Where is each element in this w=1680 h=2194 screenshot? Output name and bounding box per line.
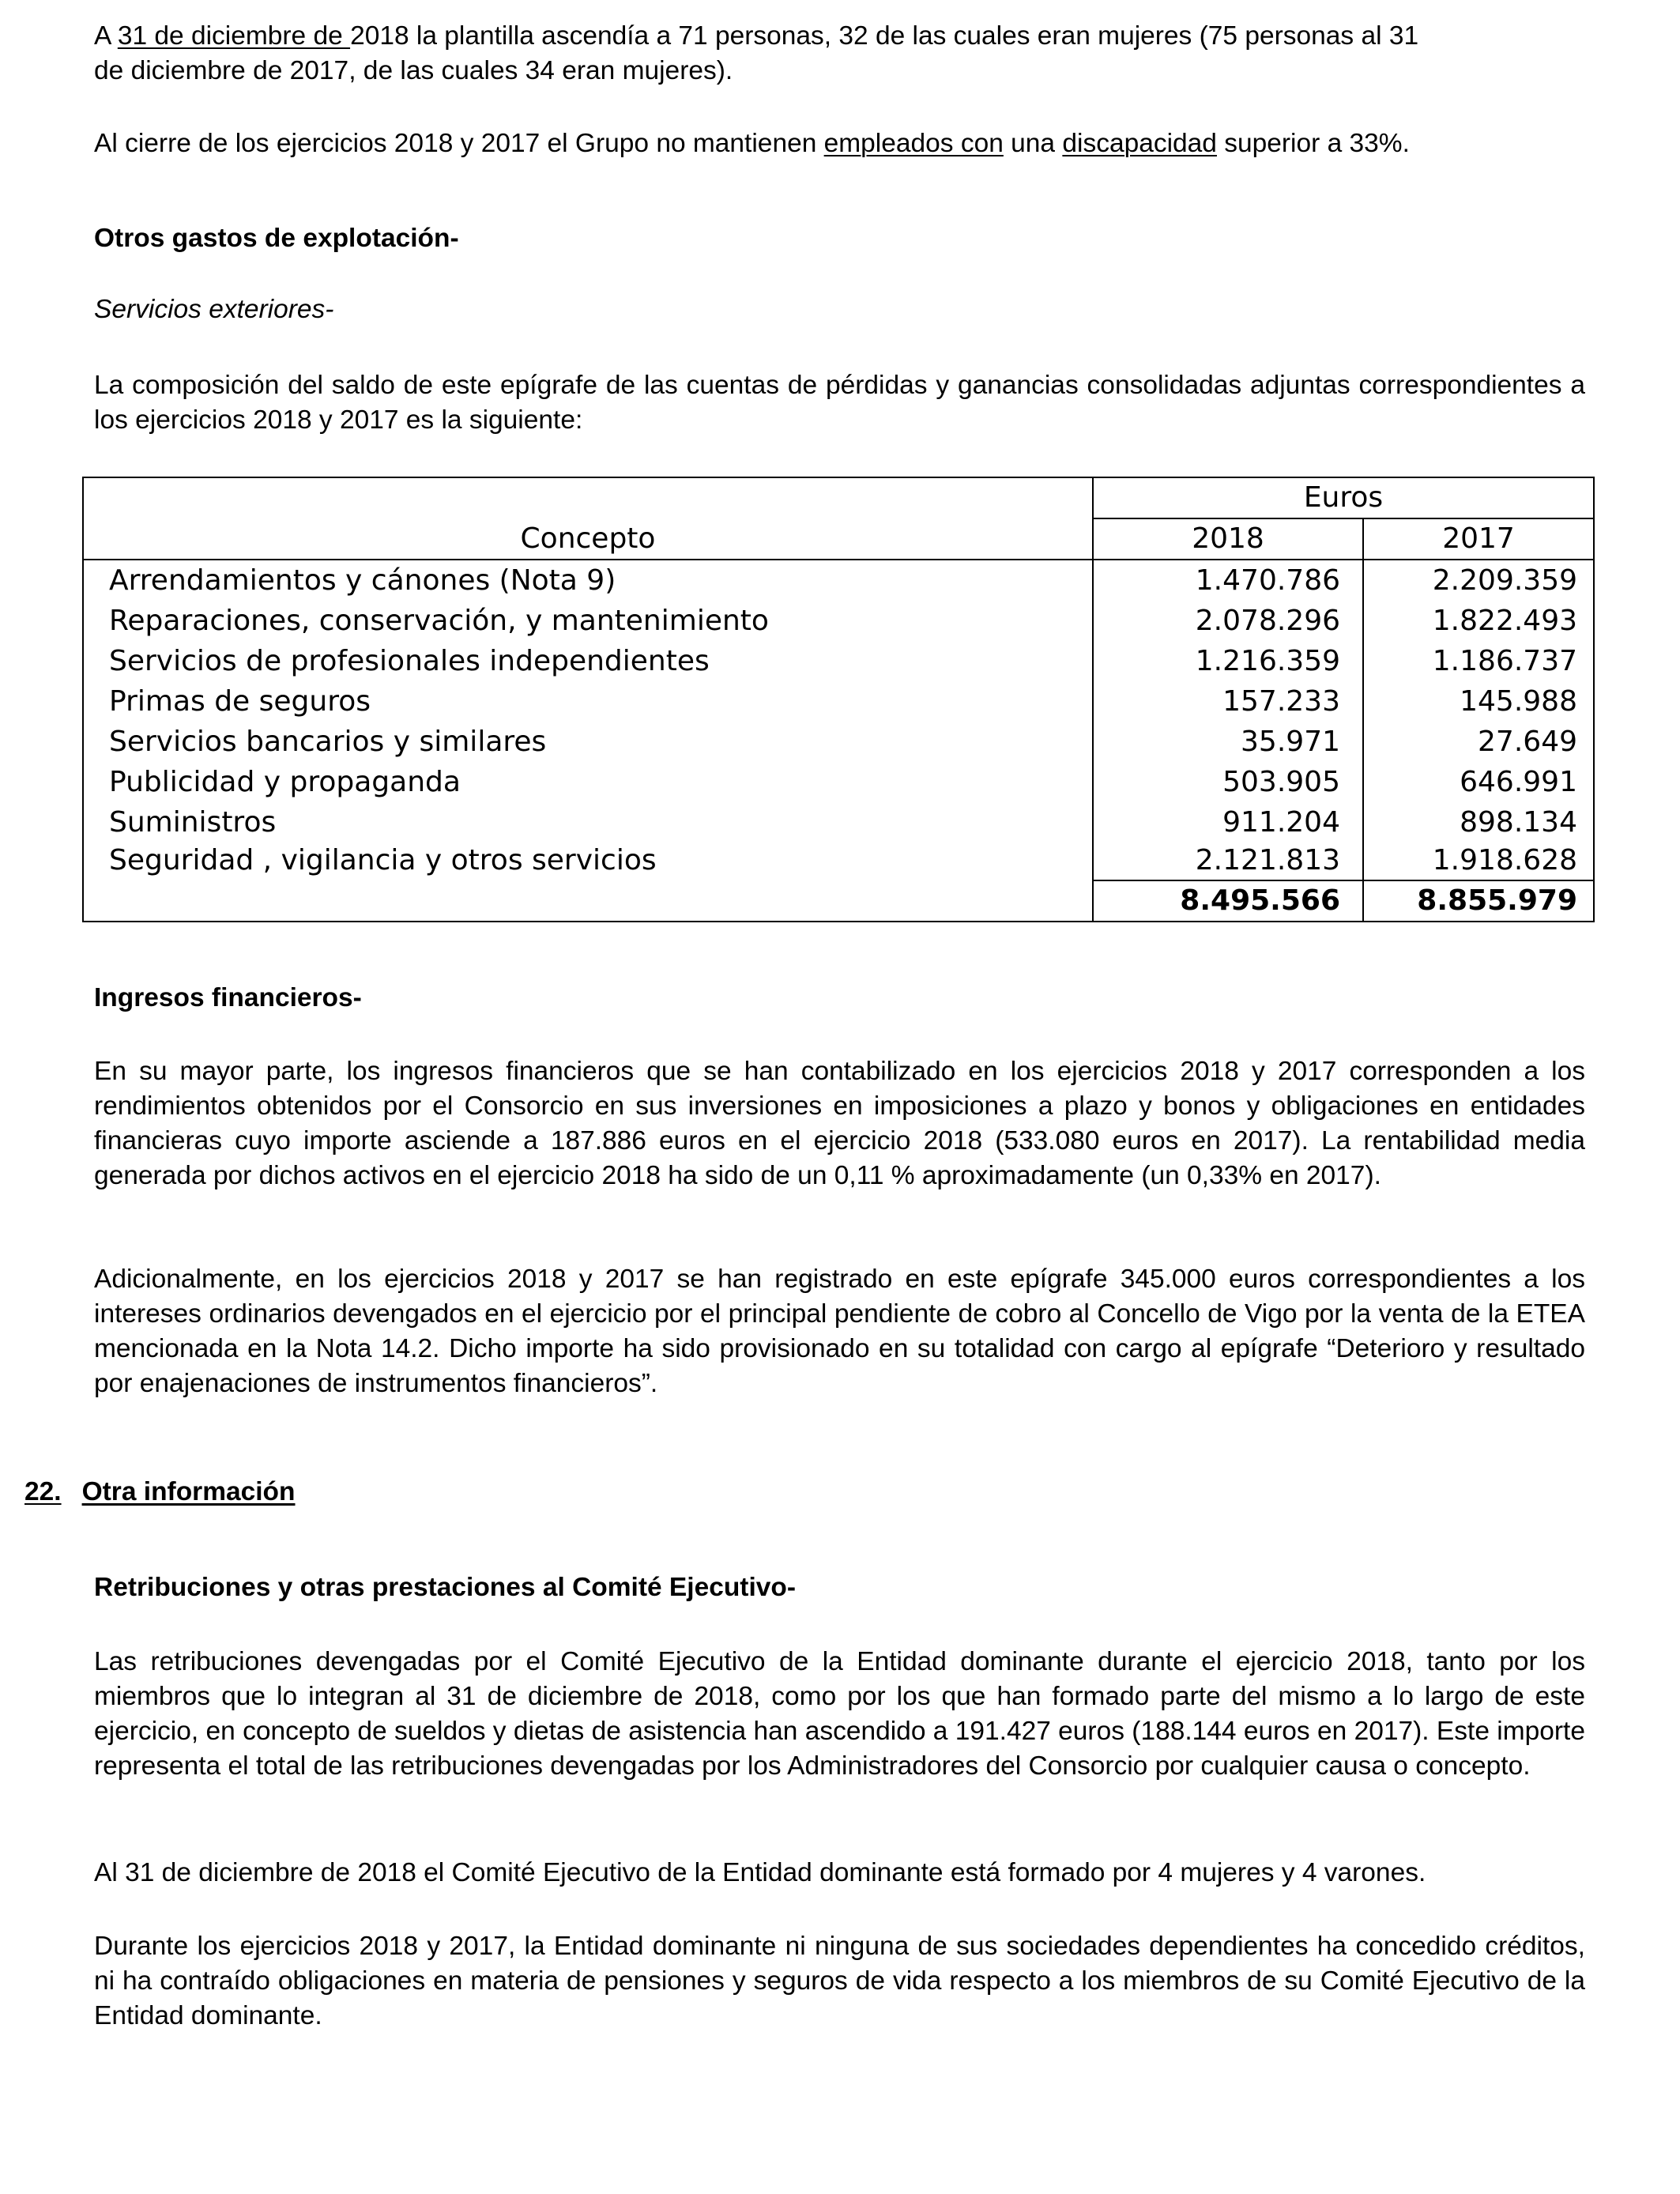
row-value-2017: 27.649 bbox=[1478, 726, 1577, 758]
row-value-2018: 1.216.359 bbox=[1195, 645, 1340, 677]
paragraph-discapacidad bbox=[94, 126, 1585, 161]
heading-retribuciones: Retribuciones y otras prestaciones al Comité Ejecutivo- bbox=[94, 1573, 797, 1602]
paragraph-adicionalmente: Adicionalmente, en los ejercicios 2018 y 2017 se han registrado en este epígrafe 345.000 euros correspondientes a los intereses ordinarios devengados en el ejercicio por el principal pendiente de cobro al Concello de Vigo por la venta de la ETEA mencionada en la Nota 14.2. Dicho importe ha sido provisionado en su totalidad con cargo al epígrafe “Deterioro y resultado por enajenaciones de instrumentos financieros”. bbox=[94, 1265, 1585, 1398]
row-value-2017: 898.134 bbox=[1460, 806, 1577, 839]
text: A bbox=[94, 21, 118, 51]
underlined-date: 31 de diciembre de bbox=[117, 21, 351, 51]
row-value-2018: 503.905 bbox=[1222, 766, 1340, 798]
paragraph-comite-composicion: Al 31 de diciembre de 2018 el Comité Ejecutivo de la Entidad dominante está formado por 4 mujeres y 4 varones. bbox=[94, 1858, 1426, 1887]
section-number: 22. bbox=[24, 1477, 62, 1506]
header-2018: 2018 bbox=[1192, 522, 1264, 555]
row-label: Servicios bancarios y similares bbox=[109, 726, 547, 758]
total-2018: 8.495.566 bbox=[1180, 884, 1340, 917]
row-label: Publicidad y propaganda bbox=[109, 766, 461, 798]
row-label: Reparaciones, conservación, y mantenimiento bbox=[109, 605, 769, 637]
text: Al cierre de los ejercicios 2018 y 2017 el Grupo no mantienen bbox=[94, 129, 824, 158]
text: una bbox=[1003, 129, 1063, 158]
header-euros: Euros bbox=[1303, 481, 1384, 514]
section-title: Otra información bbox=[81, 1477, 296, 1506]
row-label: Seguridad , vigilancia y otros servicios bbox=[109, 844, 657, 876]
section-22-heading bbox=[24, 1475, 295, 1510]
heading-ingresos-financieros: Ingresos financieros- bbox=[94, 983, 362, 1012]
total-2017: 8.855.979 bbox=[1417, 884, 1577, 917]
row-value-2017: 1.822.493 bbox=[1432, 605, 1577, 637]
paragraph-ingresos: En su mayor parte, los ingresos financieros que se han contabilizado en los ejercicios 2018 y 2017 corresponden a los rendimientos obtenidos por el Consorcio en sus inversiones en imposiciones a plazo y bonos y obligaciones en entidades financieras cuyo importe asciende a 187.886 euros en el ejercicio 2018 (533.080 euros en 2017). La rentabilidad media generada por dichos activos en el ejercicio 2018 ha sido de un 0,11 % aproximadamente (un 0,33% en 2017). bbox=[94, 1057, 1585, 1190]
row-value-2017: 646.991 bbox=[1460, 766, 1577, 798]
row-value-2018: 35.971 bbox=[1241, 726, 1340, 758]
paragraph-retribuciones: Las retribuciones devengadas por el Comité Ejecutivo de la Entidad dominante durante el ejercicio 2018, tanto por los miembros que lo integran al 31 de diciembre de 2018, como por los que han formado parte del mismo a lo largo de este ejercicio, en concepto de sueldos y dietas de asistencia han ascendido a 191.427 euros (188.144 euros en 2017). Este importe representa el total de las retribuciones devengadas por los Administradores del Consorcio por cualquier causa o concepto. bbox=[94, 1647, 1585, 1781]
row-label: Arrendamientos y cánones (Nota 9) bbox=[109, 564, 616, 597]
row-value-2017: 1.186.737 bbox=[1432, 645, 1577, 677]
row-value-2018: 911.204 bbox=[1222, 806, 1340, 839]
row-value-2018: 2.078.296 bbox=[1195, 605, 1340, 637]
heading-otros-gastos: Otros gastos de explotación- bbox=[94, 224, 459, 253]
text: superior a 33%. bbox=[1216, 129, 1410, 158]
row-value-2017: 1.918.628 bbox=[1432, 844, 1577, 876]
underlined-text: empleados con bbox=[823, 129, 1004, 158]
header-2017: 2017 bbox=[1442, 522, 1515, 555]
header-concepto: Concepto bbox=[520, 522, 656, 555]
row-value-2017: 145.988 bbox=[1460, 685, 1577, 718]
text: 2018 la plantilla ascendía a 71 personas, 32 de las cuales eran mujeres (75 personas al 31 bbox=[350, 21, 1419, 51]
row-label: Servicios de profesionales independientes bbox=[109, 645, 710, 677]
row-value-2018: 2.121.813 bbox=[1195, 844, 1340, 876]
paragraph-plantilla bbox=[94, 19, 1585, 89]
row-label: Primas de seguros bbox=[109, 685, 371, 718]
underlined-text: discapacidad bbox=[1062, 129, 1217, 158]
paragraph-creditos: Durante los ejercicios 2018 y 2017, la Entidad dominante ni ninguna de sus sociedades dependientes ha concedido créditos, ni ha contraído obligaciones en materia de pensiones y seguros de vida respecto a los miembros de su Comité Ejecutivo de la Entidad dominante. bbox=[94, 1932, 1585, 2030]
row-value-2017: 2.209.359 bbox=[1432, 564, 1577, 597]
subheading-servicios-exteriores: Servicios exteriores- bbox=[94, 295, 334, 324]
row-label: Suministros bbox=[109, 806, 277, 839]
paragraph-composicion: La composición del saldo de este epígrafe de las cuentas de pérdidas y ganancias consolidadas adjuntas correspondientes a los ejercicios 2018 y 2017 es la siguiente: bbox=[94, 371, 1585, 435]
text: de diciembre de 2017, de las cuales 34 eran mujeres). bbox=[94, 56, 733, 85]
row-value-2018: 157.233 bbox=[1222, 685, 1340, 718]
row-value-2018: 1.470.786 bbox=[1195, 564, 1340, 597]
servicios-exteriores-table bbox=[82, 477, 1595, 922]
